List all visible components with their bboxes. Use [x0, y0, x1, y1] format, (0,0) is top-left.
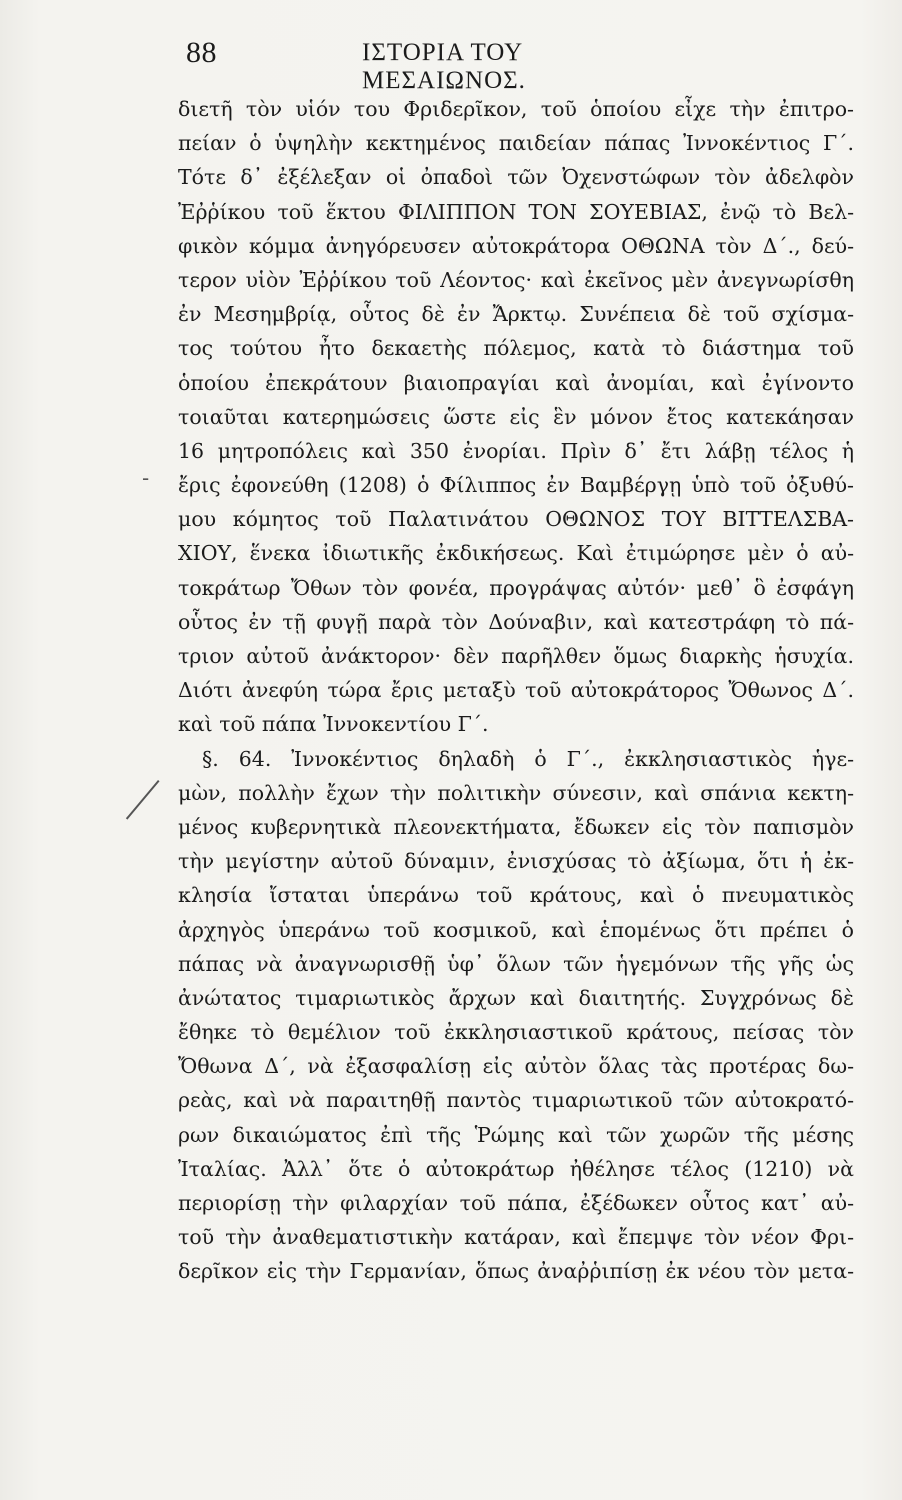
text-line: μου κόμητος τοῦ Παλατινάτου ΟΘΩΝΟΣ ΤΟΥ ΒΙΤΤΕΛΣΒΑ-	[178, 507, 854, 532]
text-line: Τότε δ᾿ ἐξέλεξαν οἱ ὀπαδοὶ τῶν Ὀχενστώφων τὸν ἀδελφὸν	[178, 165, 854, 190]
page-number: 88	[186, 36, 217, 69]
text-line: ὁποίου ἐπεκράτουν βιαιοπραγίαι καὶ ἀνομίαι, καὶ ἐγίνοντο	[178, 370, 854, 395]
text-line: δερῖκον εἰς τὴν Γερμανίαν, ὅπως ἀναῤῥιπίσῃ ἐκ νέου τὸν μετα-	[178, 1259, 854, 1284]
text-line	[178, 1289, 854, 1323]
text-line: Ἐῤῥίκου τοῦ ἕκτου ΦΙΛΙΠΠΟΝ ΤΟΝ ΣΟΥΕΒΙΑΣ, ἐνῷ τὸ Βελ-	[178, 199, 854, 224]
section-heading-line: §. 64. Ἰννοκέντιος δηλαδὴ ὁ Γ΄., ἐκκλησιαστικὸς ἡγε-	[202, 746, 854, 771]
text-line: Ἰταλίας. Ἀλλ᾿ ὅτε ὁ αὐτοκράτωρ ἠθέλησε τέλος (1210) νὰ	[178, 1156, 854, 1181]
text-line: Ὄθωνα Δ΄, νὰ ἐξασφαλίσῃ εἰς αὐτὸν ὅλας τὰς προτέρας δω-	[178, 1054, 854, 1079]
text-line: τοιαῦται κατερημώσεις ὥστε εἰς ἓν μόνον ἔτος κατεκάησαν	[178, 404, 854, 429]
text-line: τὴν μεγίστην αὐτοῦ δύναμιν, ἐνισχύσας τὸ ἀξίωμα, ὅτι ἡ ἐκ-	[178, 849, 854, 874]
body-text	[178, 92, 854, 1323]
margin-pencil-slash	[140, 780, 180, 828]
page-header	[186, 36, 686, 94]
text-line: φικὸν κόμμα ἀνηγόρευσεν αὐτοκράτορα ΟΘΩΝΑ τὸν Δ΄., δεύ-	[178, 233, 854, 258]
text-line: ἔθηκε τὸ θεμέλιον τοῦ ἐκκλησιαστικοῦ κράτους, πείσας τὸν	[178, 1020, 854, 1045]
text-line: ΧΙΟΥ, ἕνεκα ἰδιωτικῆς ἐκδικήσεως. Καὶ ἐτιμώρησε μὲν ὁ αὐ-	[178, 541, 854, 566]
text-line: τριον αὐτοῦ ἀνάκτορον· δὲν παρῆλθεν ὅμως διαρκὴς ἡσυχία.	[178, 644, 854, 668]
margin-pencil-dash: ‐	[142, 466, 150, 490]
text-line: ἔρις ἐφονεύθη (1208) ὁ Φίλιππος ἐν Βαμβέργῃ ὑπὸ τοῦ ὀξυθύ-	[178, 473, 854, 498]
text-line: τοκράτωρ Ὄθων τὸν φονέα, προγράψας αὐτόν· μεθ᾿ ὃ ἐσφάγη	[178, 575, 854, 600]
text-line: ρων δικαιώματος ἐπὶ τῆς Ῥώμης καὶ τῶν χωρῶν τῆς μέσης	[178, 1122, 854, 1147]
text-line: κλησία ἴσταται ὑπεράνω τοῦ κράτους, καὶ ὁ πνευματικὸς	[178, 883, 854, 908]
text-line: οὗτος ἐν τῇ φυγῇ παρὰ τὸν Δούναβιν, καὶ κατεστράφη τὸ πά-	[178, 609, 854, 634]
text-line: πάπας νὰ ἀναγνωρισθῇ ὑφ᾿ ὅλων τῶν ἡγεμόνων τῆς γῆς ὡς	[178, 951, 854, 976]
text-line: τος τούτου ἦτο δεκαετὴς πόλεμος, κατὰ τὸ διάστημα τοῦ	[178, 336, 854, 361]
text-line: ἀνώτατος τιμαριωτικὸς ἄρχων καὶ διαιτητής. Συγχρόνως δὲ	[178, 985, 854, 1010]
text-line: διετῆ τὸν υἱόν του Φριδερῖκον, τοῦ ὁποίου εἶχε τὴν ἐπιτρο-	[178, 97, 854, 121]
text-line: Διότι ἀνεφύη τώρα ἔρις μεταξὺ τοῦ αὐτοκράτορος Ὄθωνος Δ΄.	[178, 678, 854, 703]
text-line: ἐν Μεσημβρίᾳ, οὗτος δὲ ἐν Ἄρκτῳ. Συνέπεια δὲ τοῦ σχίσμα-	[178, 302, 854, 327]
text-line: τερον υἱὸν Ἐῤῥίκου τοῦ Λέοντος· καὶ ἐκεῖνος μὲν ἀνεγνωρίσθη	[178, 267, 854, 292]
text-line: μένος κυβερνητικὰ πλεονεκτήματα, ἔδωκεν εἰς τὸν παπισμὸν	[178, 814, 854, 839]
running-title: ΙΣΤΟΡΙΑ ΤΟΥ ΜΕΣΑΙΩΝΟΣ.	[362, 39, 526, 94]
text-line: πείαν ὁ ὑψηλὴν κεκτημένος παιδείαν πάπας Ἰννοκέντιος Γ΄.	[178, 131, 854, 156]
text-line: περιορίσῃ τὴν φιλαρχίαν τοῦ πάπα, ἐξέδωκεν οὗτος κατ᾿ αὐ-	[178, 1191, 854, 1215]
text-line: τοῦ τὴν ἀναθεματιστικὴν κατάραν, καὶ ἔπεμψε τὸν νέον Φρι-	[178, 1225, 854, 1250]
text-line: ἀρχηγὸς ὑπεράνω τοῦ κοσμικοῦ, καὶ ἑπομένως ὅτι πρέπει ὁ	[178, 917, 854, 942]
text-line: μὼν, πολλὴν ἔχων τὴν πολιτικὴν σύνεσιν, καὶ σπάνια κεκτη-	[178, 780, 854, 805]
text-line: ρεὰς, καὶ νὰ παραιτηθῇ παντὸς τιμαριωτικοῦ τῶν αὐτοκρατό-	[178, 1088, 854, 1113]
text-line: καὶ τοῦ πάπα Ἰννοκεντίου Γ΄.	[178, 712, 489, 737]
text-line: 16 μητροπόλεις καὶ 350 ἐνορίαι. Πρὶν δ᾿ ἔτι λάβῃ τέλος ἡ	[178, 438, 854, 463]
